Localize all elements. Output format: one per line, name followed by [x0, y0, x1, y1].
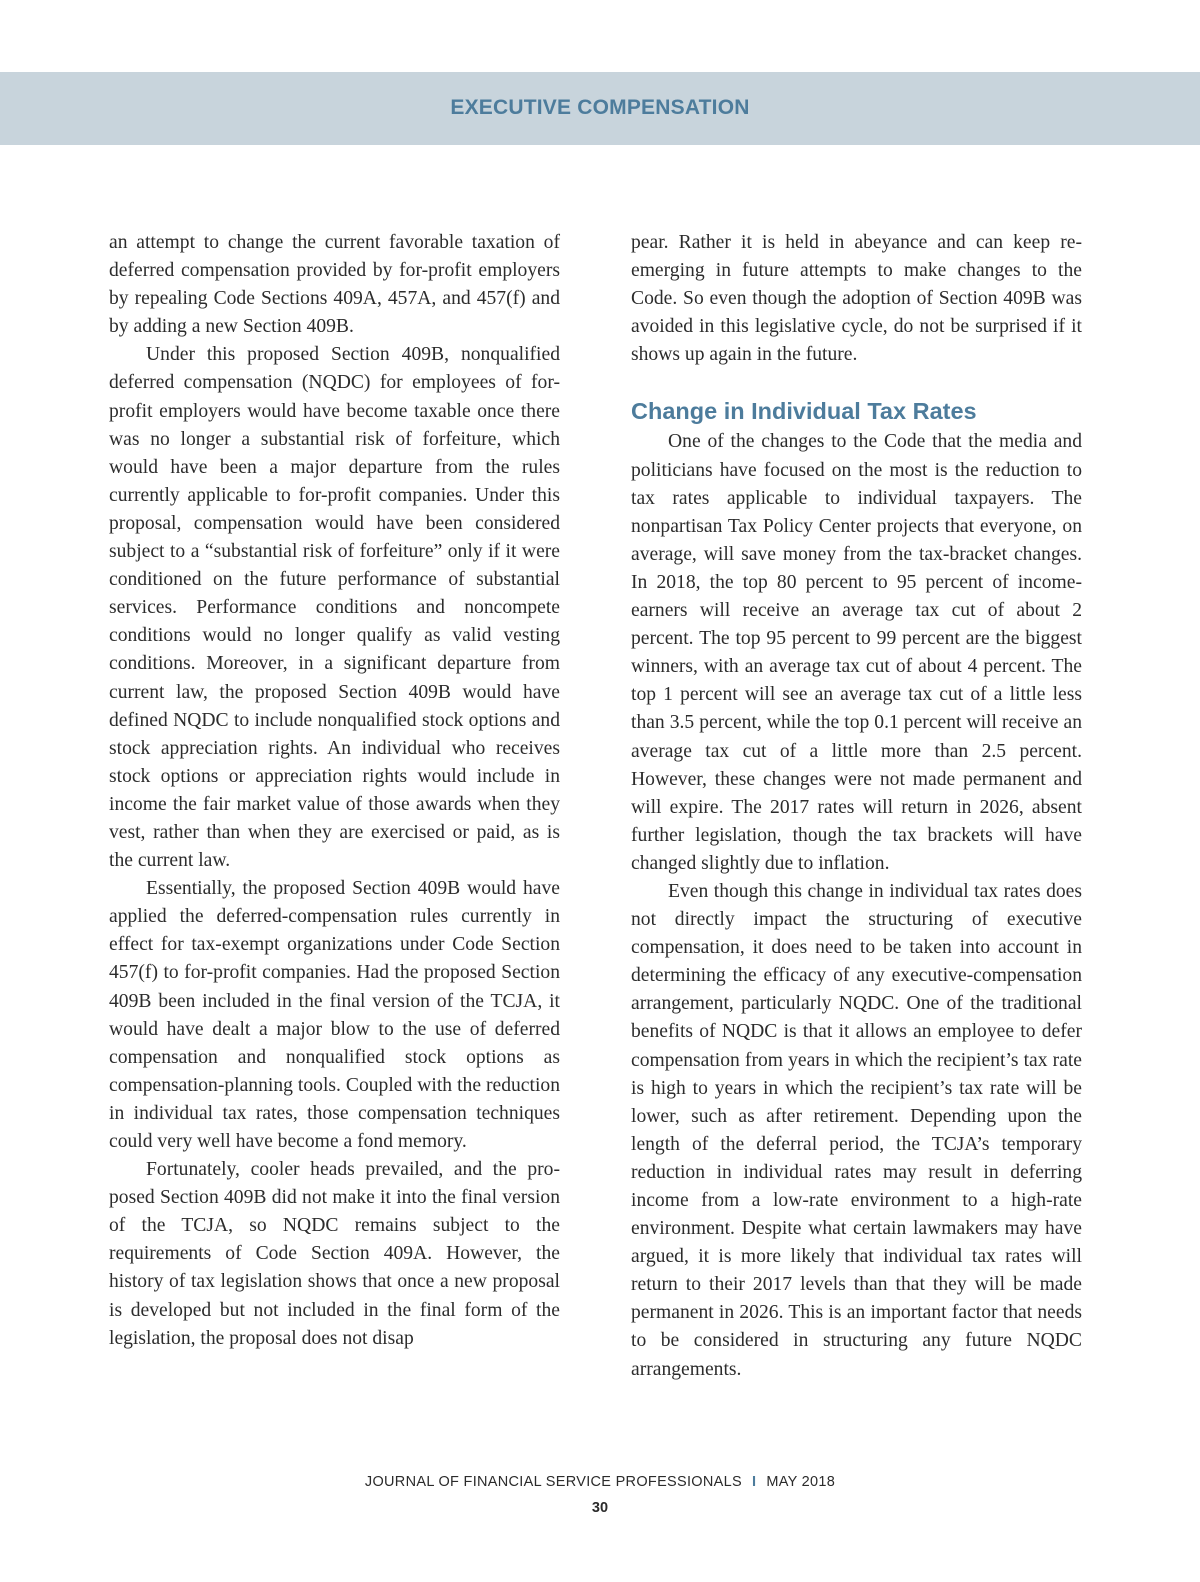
left-column: [109, 229, 560, 1353]
paragraph: Fortunately, cooler heads prevailed, and the proposed Section 409B did not make it into the final version of the TCJA, so NQDC remains subject to the requirements of Code Section 409A. However, the history of tax legislation shows that once a new proposal is developed but not included in the final form of the legislation, the proposal does not disap: [109, 1159, 560, 1349]
section-header-band: [0, 72, 1200, 145]
paragraph: One of the changes to the Code that the media and politicians have focused on the most is the reduction to tax rates applicable to individual taxpayers. The nonpartisan Tax Policy Center projects that everyone, on average, will save money from the tax-bracket changes. In 2018, the top 80 percent to 95 percent of income-earners will receive an average tax cut of about 2 percent. The top 95 percent to 99 percent are the biggest winners, with an average tax cut of about 4 percent. The top 1 percent will see an average tax cut of a little less than 3.5 percent, while the top 0.1 percent will receive an average tax cut of a little more than 2.5 percent. However, these changes were not made permanent and will expire. The 2017 rates will return in 2026, absent further legislation, though the tax brackets will have changed slightly due to inflation.: [631, 431, 1082, 874]
paragraph: Essentially, the proposed Section 409B would have applied the deferred-compensation rules currently in effect for tax-exempt organizations under Code Section 457(f) to for-profit companies. Had the proposed Section 409B been included in the final version of the TCJA, it would have dealt a major blow to the use of deferred compensation and nonqualified stock options as compensation-planning tools. Coupled with the reduction in individual tax rates, those compensation techniques could very well have become a fond memory.: [109, 878, 560, 1152]
issue-date: MAY 2018: [766, 1474, 836, 1490]
section-heading: Change in Individual Tax Rates: [631, 398, 977, 425]
right-column: [631, 229, 1082, 1384]
section-title: EXECUTIVE COMPENSATION: [450, 96, 750, 119]
journal-name: JOURNAL OF FINANCIAL SERVICE PROFESSIONALS: [364, 1474, 742, 1490]
paragraph: Even though this change in individual tax rates does not directly impact the structuring of executive compensation, it does need to be taken into account in determining the efficacy of any executive-compensation arrangement, particularly NQDC. One of the traditional benefits of NQDC is that it allows an employee to defer compensation from years in which the recipient’s tax rate is high to years in which the recipient’s tax rate will be lower, such as after retirement. Depending upon the length of the deferral period, the TCJA’s temporary reduction in individual rates may result in deferring income from a low-rate environment to a high-rate environment. Despite what certain lawmakers may have argued, it is more likely that individual tax rates will return to their 2017 levels than that they will be made permanent in 2026. This is an important factor that needs to be considered in structuring any future NQDC arrangements.: [631, 880, 1082, 1380]
paragraph: an attempt to change the current favorable taxation of deferred compensation provided by for-profit employers by repealing Code Sections 409A, 457A, and 457(f) and by adding a new Section 409B.: [109, 232, 560, 338]
page-number: 30: [591, 1500, 609, 1516]
page-footer: [0, 1474, 1200, 1490]
paragraph: Under this proposed Section 409B, nonqualified deferred compensation (NQDC) for employees of for-profit employers would have become taxable once there was no longer a substantial risk of forfeiture, which would have been a major departure from the rules currently applicable to for-profit companies. Under this proposal, compensation would have been considered subject to a “substantial risk of forfeiture” only if it were conditioned on the future performance of substantial services. Performance conditions and noncompete conditions would no longer qualify as valid vesting conditions. Moreover, in a significant departure from current law, the proposed Section 409B would have defined NQDC to include nonqualified stock options and stock appreciation rights. An individual who receives stock options or appreciation rights would include in income the fair market value of those awards when they vest, rather than when they are exercised or paid, as is the current law.: [109, 344, 560, 872]
footer-separator: I: [751, 1474, 757, 1490]
paragraph: pear. Rather it is held in abeyance and can keep reemerging in future attempts to make changes to the Code. So even though the adoption of Section 409B was avoided in this legislative cycle, do not be surprised if it shows up again in the future.: [631, 232, 1082, 366]
